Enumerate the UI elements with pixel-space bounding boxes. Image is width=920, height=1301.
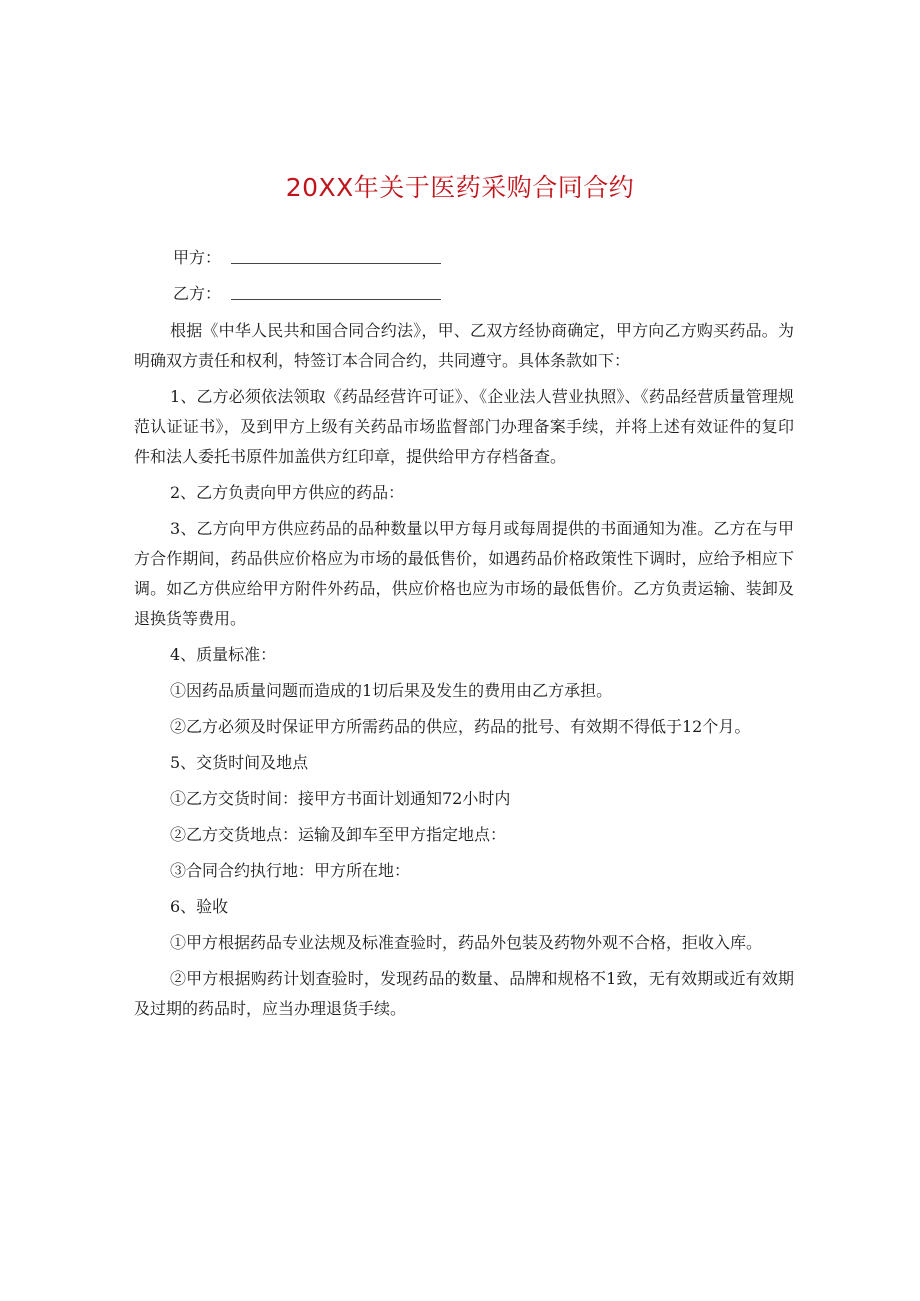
- paragraph-clause-5-item-2: ②乙方交货地点：运输及卸车至甲方指定地点：: [170, 825, 507, 844]
- paragraph-clause-3: 3、乙方向甲方供应药品的品种数量以甲方每月或每周提供的书面通知为准。乙方在与甲方合作期间，药品供应价格应为市场的最低售价，如遇药品价格政策性下调时，应给予相应下调。如乙方供应给甲方附件外药品，供应价格也应为市场的最低售价。乙方负责运输、装卸及退换货等费用。: [134, 519, 794, 628]
- party-a-blank-line: [231, 253, 441, 264]
- paragraph-clause-4-item-1: ①因药品质量问题而造成的1切后果及发生的费用由乙方承担。: [170, 681, 613, 700]
- contract-body: [134, 316, 794, 1030]
- paragraph-clause-5: 5、交货时间及地点: [170, 753, 309, 772]
- paragraph-clause-4-item-2: ②乙方必须及时保证甲方所需药品的供应，药品的批号、有效期不得低于12个月。: [170, 717, 751, 736]
- party-b-label: 乙方：: [173, 284, 222, 303]
- party-a-label: 甲方：: [173, 248, 222, 267]
- paragraph-clause-6: 6、验收: [170, 897, 229, 916]
- party-a-row: [173, 248, 441, 268]
- paragraph-clause-1: 1、乙方必须依法领取《药品经营许可证》、《企业法人营业执照》、《药品经营质量管理规范认证证书》，及到甲方上级有关药品市场监督部门办理备案手续，并将上述有效证件的复印件和法人委托书原件加盖供方红印章，提供给甲方存档备查。: [134, 387, 794, 466]
- paragraph-clause-2: 2、乙方负责向甲方供应的药品：: [170, 483, 405, 502]
- paragraph-clause-4: 4、质量标准：: [170, 645, 277, 664]
- paragraph-clause-6-item-1: ①甲方根据药品专业法规及标准查验时，药品外包装及药物外观不合格，拒收入库。: [170, 933, 763, 952]
- document-title: 20XX年关于医药采购合同合约: [285, 173, 635, 202]
- paragraph-clause-5-item-1: ①乙方交货时间：接甲方书面计划通知72小时内: [170, 789, 511, 808]
- paragraph-clause-6-item-2: ②甲方根据购药计划查验时，发现药品的数量、品牌和规格不1致，无有效期或近有效期及过期的药品时，应当办理退货手续。: [134, 969, 794, 1018]
- party-b-blank-line: [231, 289, 441, 300]
- party-b-row: [173, 284, 441, 304]
- paragraph-preamble: 根据《中华人民共和国合同合约法》，甲、乙双方经协商确定，甲方向乙方购买药品。为明确双方责任和权利，特签订本合同合约，共同遵守。具体条款如下：: [134, 321, 794, 370]
- paragraph-clause-5-item-3: ③合同合约执行地：甲方所在地：: [170, 861, 411, 880]
